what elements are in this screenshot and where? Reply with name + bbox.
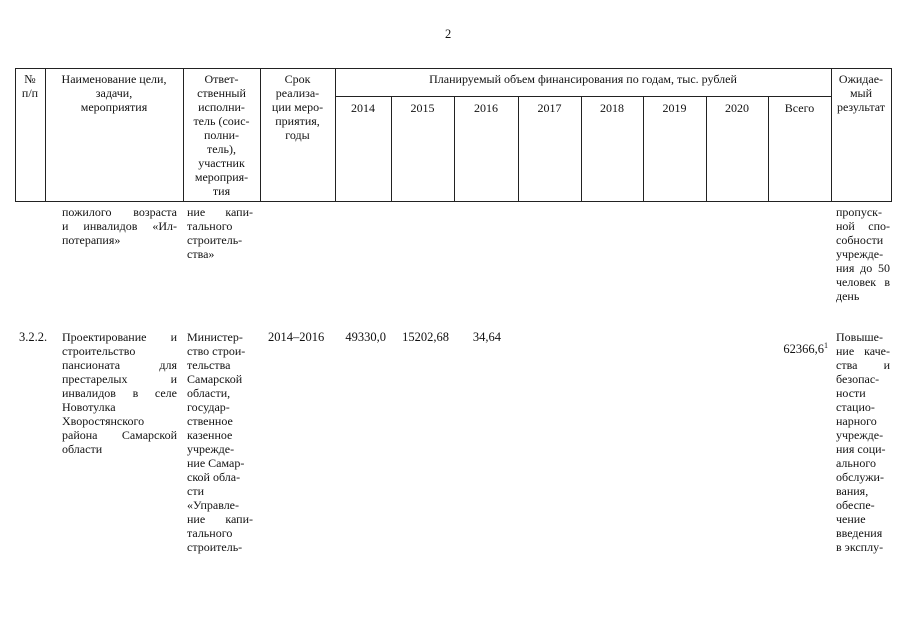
- row-result: Повыше- ние каче- ства и безопас- ности стацио- нарного учрежде- ния соци- ального обслужи- вания, обеспе- чение введения в эксплу-: [836, 330, 890, 554]
- value-2014: 49330,0: [345, 330, 386, 344]
- header-result: Ожидае- мый результат: [836, 72, 886, 114]
- header-year: 2016: [474, 101, 498, 115]
- header-year: 2017: [537, 101, 562, 115]
- header-year: 2018: [600, 101, 624, 115]
- row-term: 2014–2016: [268, 330, 325, 344]
- value-total: [768, 329, 828, 355]
- header-year: 2020: [725, 101, 749, 115]
- value-2015: 15202,68: [402, 330, 449, 344]
- table-top-border: [15, 68, 892, 69]
- header-total: Всего: [784, 101, 815, 115]
- header-responsible: Ответ- ственный исполни- тель (соис- полни- тель), участник мероприя- тия: [193, 72, 250, 198]
- continuation-name: пожилого возраста и инвалидов «Ил- потерапия»: [62, 205, 177, 247]
- value-total-number: 62366,6: [783, 341, 824, 356]
- value-total-footnote: 1: [824, 340, 828, 350]
- header-name: Наименование цели, задачи, мероприятия: [61, 72, 167, 114]
- header-term: Срок реализа- ции меро- приятия, годы: [271, 72, 324, 142]
- row-responsible: Министер- ство строи- тельства Самарской области, государ- ственное казенное учрежде- ние Самар- ской обла- сти «Управле- ние капи- тального строитель-: [187, 330, 253, 554]
- year-header-divider: [335, 96, 831, 97]
- header-num: № п/п: [21, 72, 39, 100]
- page-number: 2: [445, 27, 452, 41]
- header-financing: Планируемый объем финансирования по годам, тыс. рублей: [429, 72, 737, 86]
- col-border: [335, 68, 336, 202]
- row-name: Проектирование и строительство пансионата для престарелых и инвалидов в селе Новотулка Хворостянского района Самарской области: [62, 330, 177, 456]
- continuation-responsible: ние капи- тального строитель- ства»: [187, 205, 253, 261]
- value-2016: 34,64: [472, 330, 501, 344]
- col-border: [891, 68, 892, 202]
- header-year: 2014: [351, 101, 375, 115]
- continuation-result: пропуск- ной спо- собности учрежде- ния до 50 человек в день: [836, 205, 890, 303]
- header-year: 2015: [410, 101, 435, 115]
- row-number: 3.2.2.: [19, 330, 48, 344]
- header-year: 2019: [662, 101, 687, 115]
